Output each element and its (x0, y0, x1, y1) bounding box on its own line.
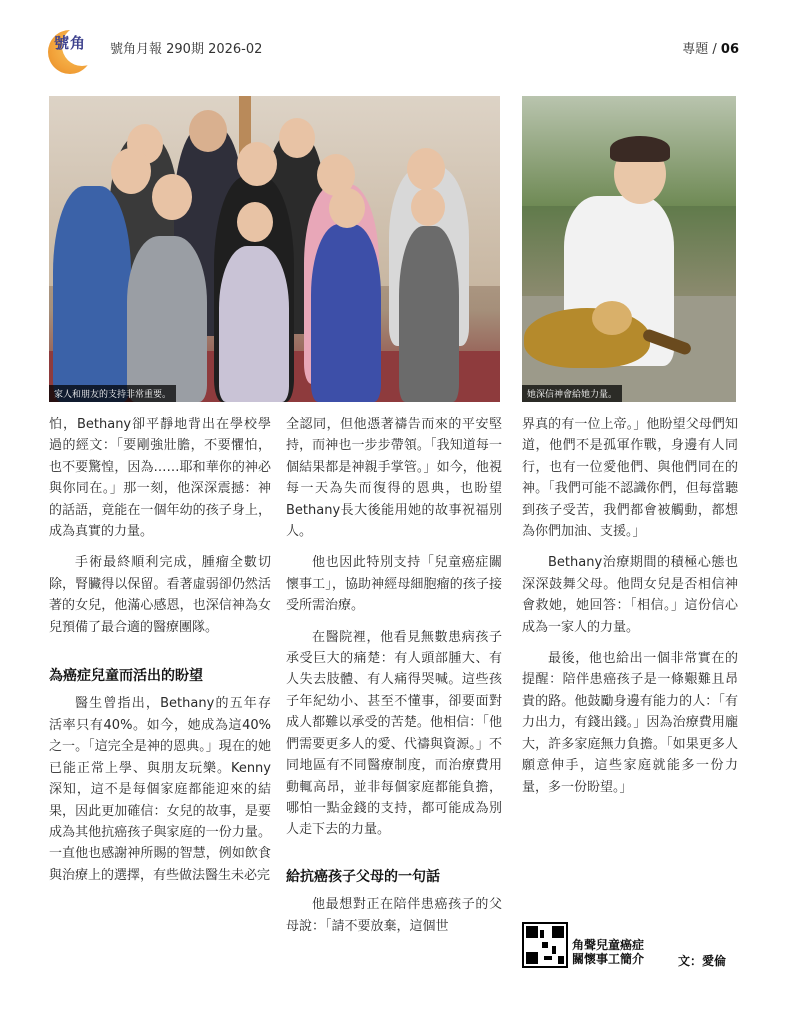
qr-label-line2: 關懷事工簡介 (572, 952, 645, 966)
paragraph: 怕，Bethany卻平靜地背出在學校學過的經文：「要剛強壯膽，不要懼怕，也不要驚惶，因為……耶和華你的神必與你同在。」那一刻，他深深震撼：神的話語，竟能在一個年幼的孩子身上，成為真實的力量。 (49, 417, 271, 540)
logo-text: 號角 (54, 34, 87, 52)
page-number (682, 38, 739, 57)
paragraph: Bethany治療期間的積極心態也深深鼓舞父母。他問女兒是否相信神會救她，她回答：「相信。」這份信心成為一家人的力量。 (522, 555, 738, 635)
paragraph: 最後，他也給出一個非常實在的提醒：陪伴患癌孩子是一條艱難且昂貴的路。他鼓勵身邊有能力的人：「有力出力，有錢出錢。」因為治療費用龐大，許多家庭無力負擔。「如果更多人願意伸手，這些家庭就能多一份力量，多一份盼望。」 (522, 651, 738, 795)
paragraph: 在醫院裡，他看見無數患病孩子承受巨大的痛楚：有人頭部腫大、有人失去肢體、有人痛得哭喊。這些孩子年紀幼小、甚至不懂事，卻要面對成人都難以承受的苦楚。他相信：「他們需要更多人的愛、代禱與資源。」不同地區有不同醫療制度，而治療費用動輒高昂，並非每個家庭都能負擔，哪怕一點金錢的支持，都可能成為別人走下去的力量。 (286, 629, 502, 838)
article-column-1 (49, 414, 271, 886)
article-column-3 (522, 414, 738, 798)
issue-info: 號角月報 290期 2026-02 (110, 42, 263, 57)
qr-label-line1: 角聲兒童癌症 (572, 938, 645, 952)
family-photo (49, 96, 500, 402)
magazine-logo (48, 26, 98, 74)
photo-caption-left: 家人和朋友的支持非常重要。 (49, 385, 176, 402)
paragraph: 手術最終順利完成，腫瘤全數切除，腎臟得以保留。看著虛弱卻仍然活著的女兒，他滿心感恩，也深信神為女兒預備了最合適的醫療團隊。 (49, 555, 271, 635)
section-label: 專題 / (682, 42, 721, 57)
paragraph: 他最想對正在陪伴患癌孩子的父母說：「請不要放棄，這個世 (286, 897, 502, 934)
section-heading: 給抗癌孩子父母的一句話 (286, 868, 440, 885)
photo-caption-right: 她深信神會給她力量。 (522, 385, 622, 402)
paragraph: 全認同，但他憑著禱告而來的平安堅持，而神也一步步帶領。「我知道每一個結果都是神親手掌管。」如今，他視每一天為失而復得的恩典，也盼望Bethany長大後能用她的故事祝福別人。 (286, 417, 502, 540)
paragraph: 醫生曾指出，Bethany的五年存活率只有40%。如今，她成為這40%之一。「這完全是神的恩典。」現在的她已能正常上學、與朋友玩樂。Kenny深知，這不是每個家庭都能迎來的結果，因此更加確信：女兒的故事，是要成為其他抗癌孩子與家庭的一份力量。一直他也感謝神所賜的智慧，例如飲食與治療上的選擇，有些做法醫生未必完 (49, 696, 271, 883)
page-number-value: 06 (720, 42, 739, 57)
article-column-2 (286, 414, 502, 937)
section-heading: 為癌症兒童而活出的盼望 (49, 668, 203, 685)
author-credit: 文：愛倫 (678, 954, 727, 968)
paragraph: 界真的有一位上帝。」他盼望父母們知道，他們不是孤軍作戰，身邊有人同行，也有一位愛他們、與他們同在的神。「我們可能不認識你們，但每當聽到孩子受苦，我們都會被觸動，都想為你們加油、支援。」 (522, 417, 738, 540)
qr-code-icon[interactable] (522, 922, 568, 968)
qr-label (572, 938, 644, 966)
paragraph: 他也因此特別支持「兒童癌症關懷事工」，協助神經母細胞瘤的孩子接受所需治療。 (286, 555, 502, 614)
girl-photo (522, 96, 736, 402)
